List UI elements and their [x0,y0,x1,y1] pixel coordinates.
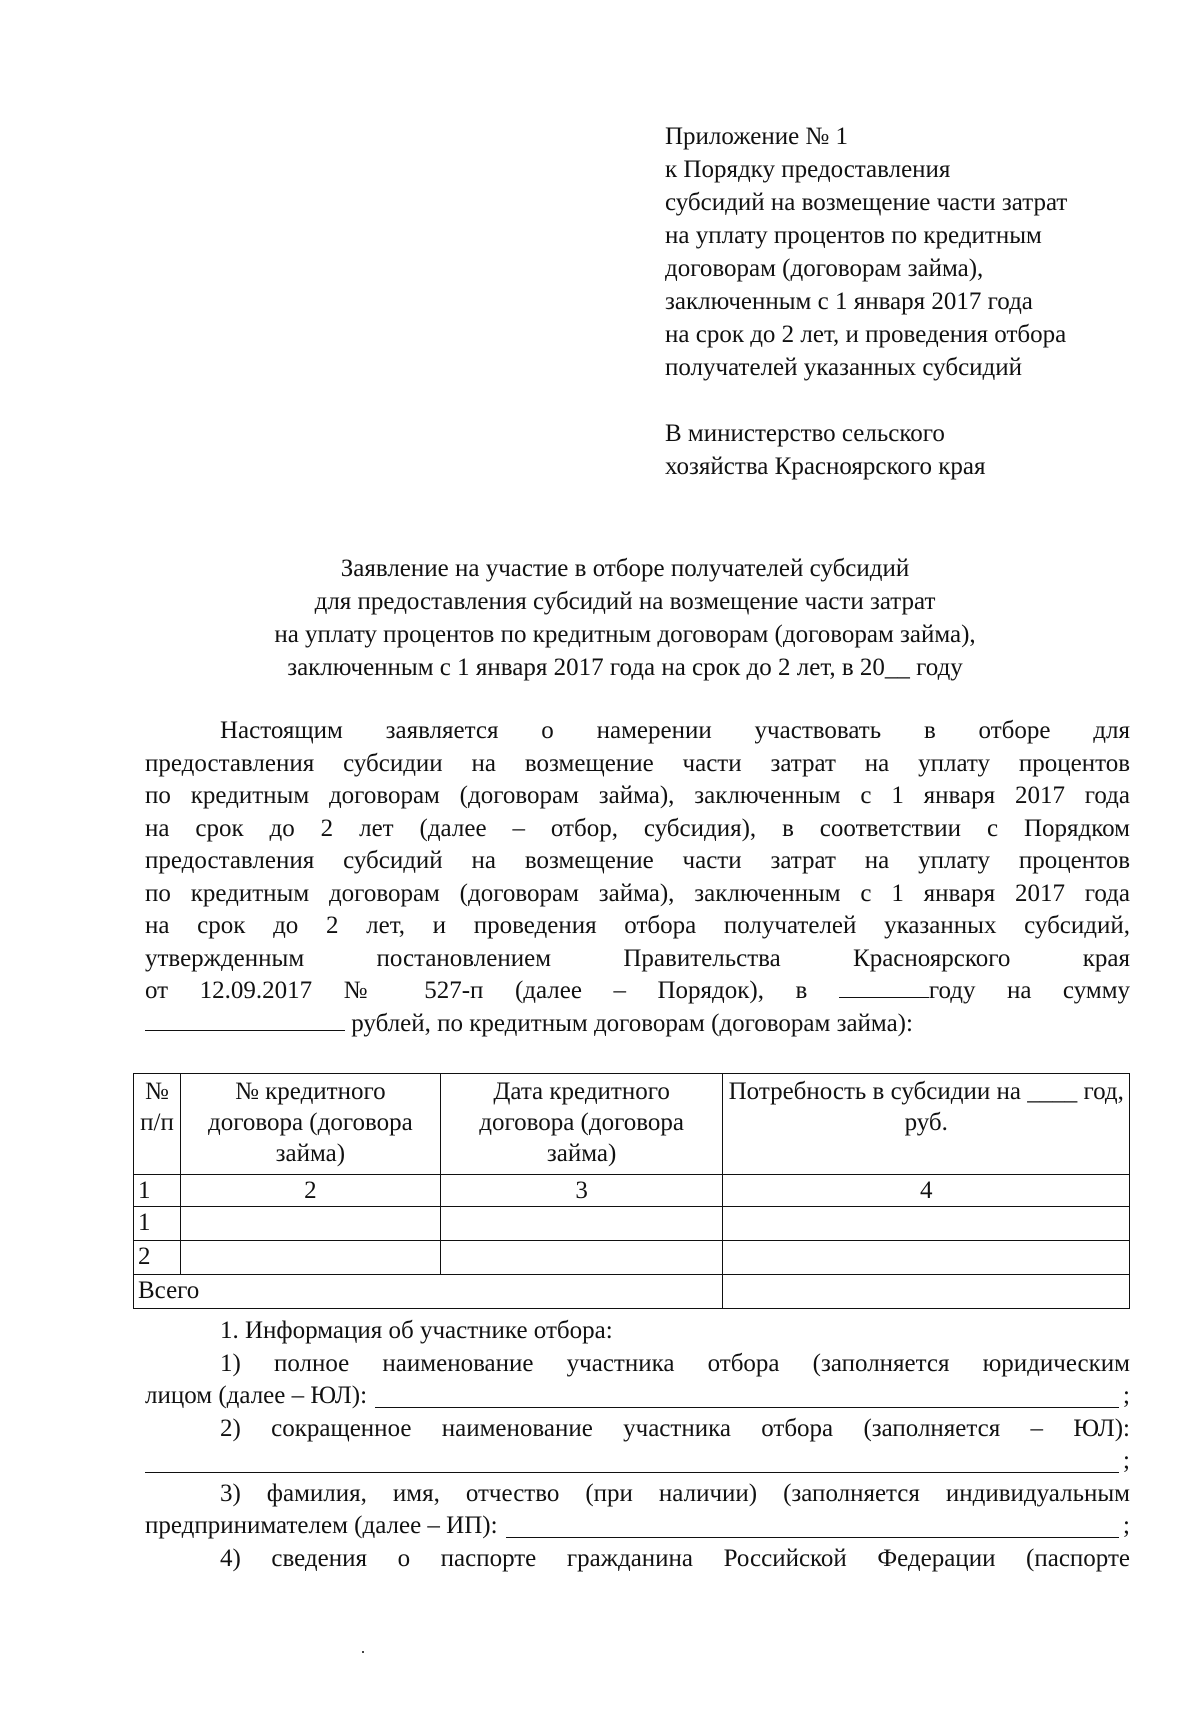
paragraph-line: предоставления субсидий на возмещение части затрат на уплату процентов [145,847,1130,874]
title-line: Заявление на участие в отборе получателей субсидий [340,555,910,582]
header-cell: Дата кредитного договора (договора займа) [440,1074,723,1175]
paragraph-text: рублей, по кредитным договорам (договорам займа): [351,1009,913,1037]
short-name-field[interactable] [145,1448,1119,1473]
addressee-line: В министерство сельского [665,420,945,447]
addressee-line: хозяйства Красноярского края [665,453,986,480]
data-cell[interactable] [723,1241,1130,1275]
header-cell: № п/п [134,1074,181,1175]
title-line: на уплату процентов по кредитным договорам (договорам займа), [274,621,976,648]
loan-agreements-table [133,1073,1130,1309]
info-item-line: 2) сокращенное наименование участника отбора (заполняется – ЮЛ): [220,1414,1130,1442]
info-item-line: 1) полное наименование участника отбора (заполняется юридическим [220,1349,1130,1377]
appendix-line: заключенным с 1 января 2017 года [665,288,1033,315]
appendix-line: субсидий на возмещение части затрат [665,189,1068,216]
statement-paragraph [145,715,1130,1040]
paragraph-line [145,1008,1130,1041]
paragraph-line: по кредитным договорам (договорам займа), заключенным с 1 января 2017 года [145,879,1130,907]
paragraph-line: на срок до 2 лет, и проведения отбора получателей указанных субсидий, [145,912,1130,939]
paragraph-text: от 12.09.2017 № 527-п (далее – Порядок), в [145,977,808,1004]
line-end: ; [1123,1382,1130,1409]
table-row [134,1241,1130,1275]
appendix-block [665,120,1067,384]
year-blank-field[interactable] [839,975,929,998]
appendix-line: получателей указанных субсидий [665,354,1023,381]
appendix-line: к Порядку предоставления [665,156,951,183]
header-cell: № кредитного договора (договора займа) [180,1074,440,1175]
row-number-cell: 1 [134,1207,181,1241]
data-cell[interactable] [180,1207,440,1241]
paragraph-line: предоставления субсидии на возмещение части затрат на уплату процентов [145,749,1130,777]
appendix-line: на срок до 2 лет, и проведения отбора [665,321,1067,348]
total-label-cell: Всего [134,1275,723,1309]
data-cell[interactable] [440,1207,723,1241]
appendix-line: Приложение № 1 [665,123,849,150]
header-cell: Потребность в субсидии на ____ год, руб. [723,1074,1130,1175]
data-cell[interactable] [723,1207,1130,1241]
info-item-label: лицом (далее – ЮЛ): [145,1382,368,1409]
paragraph-line: на срок до 2 лет (далее – отбор, субсидия), в соответствии с Порядком [145,814,1130,842]
data-cell[interactable] [440,1241,723,1275]
appendix-line: на уплату процентов по кредитным [665,222,1042,249]
document-title [140,552,1110,684]
info-item-fill-row [145,1445,1130,1478]
amount-blank-field[interactable] [145,1008,345,1031]
table-header-row [134,1074,1130,1175]
paragraph-line: по кредитным договорам (договорам займа), заключенным с 1 января 2017 года [145,782,1130,809]
number-cell: 2 [180,1175,440,1207]
paragraph-text: году на сумму [928,977,1131,1004]
table-numbering-row [134,1175,1130,1207]
info-item-label: предпринимателем (далее – ИП): [145,1512,498,1539]
addressee-block [665,417,986,483]
entrepreneur-name-field[interactable] [506,1513,1119,1538]
full-name-field[interactable] [375,1383,1119,1408]
paragraph-line [145,975,1130,1008]
line-end: ; [1123,1512,1130,1539]
info-item-line: 4) сведения о паспорте гражданина Российской Федерации (паспорте [220,1544,1130,1572]
data-cell[interactable] [180,1241,440,1275]
total-value-cell[interactable] [723,1275,1130,1309]
number-cell: 1 [134,1175,181,1207]
info-item-fill-row [145,1510,1130,1543]
info-heading: 1. Информация об участнике отбора: [220,1317,613,1344]
participant-info-section [145,1315,1130,1575]
row-number-cell: 2 [134,1241,181,1275]
line-end: ; [1123,1447,1130,1474]
info-item-fill-row [145,1380,1130,1413]
paragraph-line: утвержденным постановлением Правительства Красноярского края [145,944,1130,972]
paragraph-line: Настоящим заявляется о намерении участвовать в отборе для [220,717,1130,744]
info-item-line: 3) фамилия, имя, отчество (при наличии) (заполняется индивидуальным [220,1479,1130,1507]
number-cell: 3 [440,1175,723,1207]
title-line: заключенным с 1 января 2017 года на срок до 2 лет, в 20__ году [287,654,963,681]
number-cell: 4 [723,1175,1130,1207]
scan-speck [362,1651,364,1653]
table-total-row [134,1275,1130,1309]
appendix-line: договорам (договорам займа), [665,255,984,282]
table-row [134,1207,1130,1241]
title-line: для предоставления субсидий на возмещение части затрат [314,588,936,615]
